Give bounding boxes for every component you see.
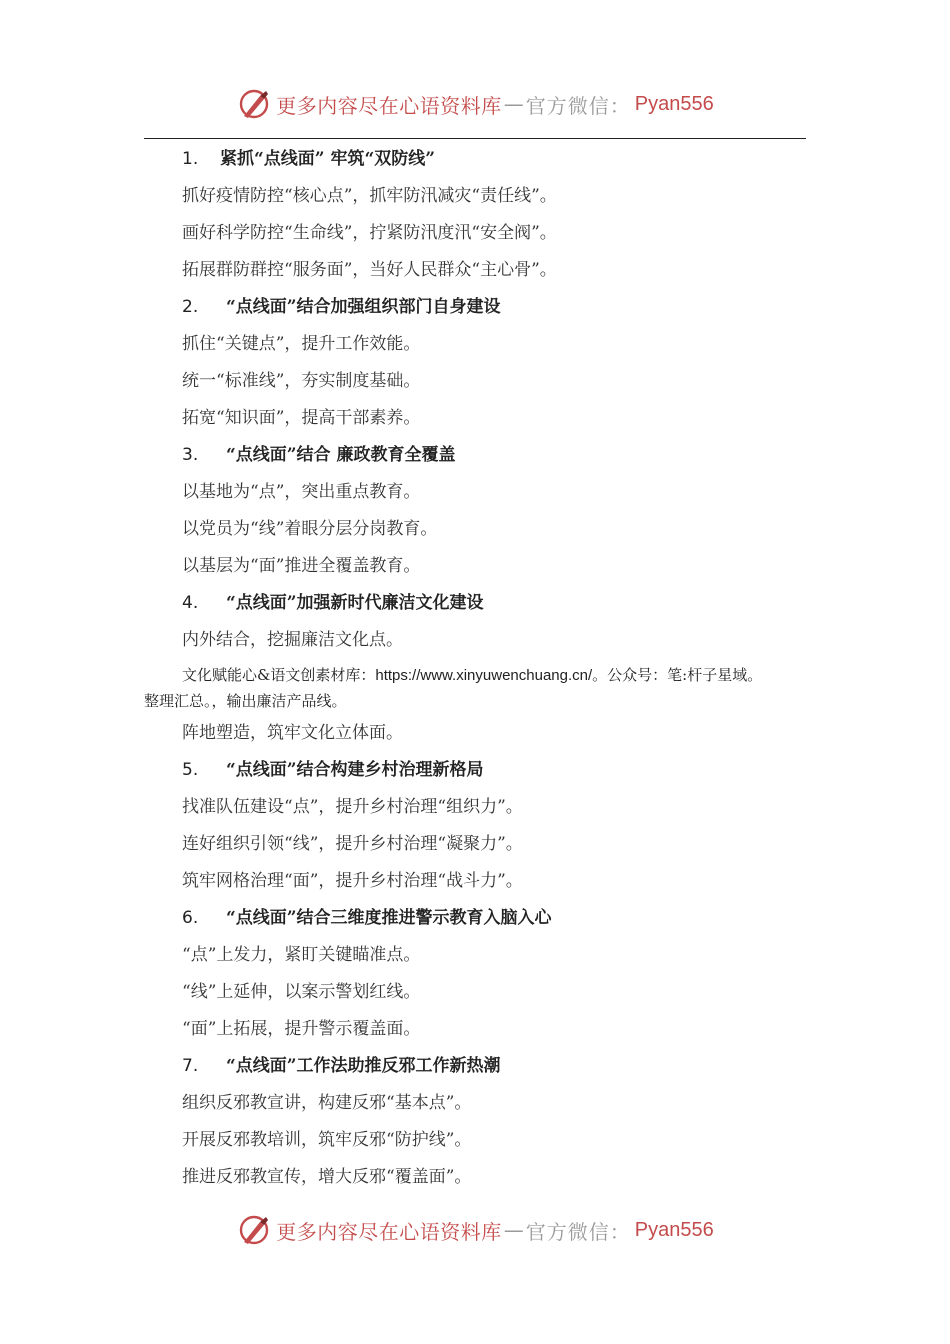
list-item: 组织反邪教宣讲，构建反邪“基本点”。 (182, 1093, 472, 1113)
section-title: “点线面”结合构建乡村治理新格局 (226, 760, 484, 780)
section-heading (144, 440, 814, 477)
note-url: https://www.xinyuwenchuang.cn/ (375, 667, 593, 684)
section-number: 7. (182, 1056, 199, 1076)
list-item: 找准队伍建设“点”，提升乡村治理“组织力”。 (182, 797, 523, 817)
section-number: 5. (182, 760, 199, 780)
section-heading (144, 292, 814, 329)
brand-dash: — (503, 92, 524, 116)
section-title: “点线面”结合加强组织部门自身建设 (226, 297, 501, 317)
list-item: 推进反邪教宣传，增大反邪“覆盖面”。 (182, 1167, 472, 1187)
header-divider (144, 138, 806, 139)
section-title: 紧抓“点线面” 牢筑“双防线” (220, 149, 436, 169)
document-body (144, 144, 814, 1199)
list-item: 抓住“关键点”，提升工作效能。 (182, 334, 421, 354)
list-item: 筑牢网格治理“面”，提升乡村治理“战斗力”。 (182, 871, 523, 891)
brand-wechat-id: Pyan556 (634, 92, 714, 115)
section-number: 1. (182, 149, 199, 169)
list-item: 拓展群防群控“服务面”，当好人民群众“主心骨”。 (182, 260, 557, 280)
section-heading (144, 755, 814, 792)
list-item: 以基层为“面”推进全覆盖教育。 (182, 556, 421, 576)
note-prefix: 文化赋能心&语文创素材库： (182, 666, 376, 684)
section-heading (144, 903, 814, 940)
list-item: 阵地塑造，筑牢文化立体面。 (182, 723, 403, 743)
section-title: “点线面”结合 廉政教育全覆盖 (226, 445, 456, 465)
section-number: 6. (182, 908, 199, 928)
brand-text: 更多内容尽在心语资料库 (276, 1219, 502, 1244)
list-item: 画好科学防控“生命线”，拧紧防汛度汛“安全阀”。 (182, 223, 557, 243)
list-item: “线”上延伸，以案示警划红线。 (182, 982, 421, 1002)
section-number: 4. (182, 593, 199, 613)
list-item: 以基地为“点”，突出重点教育。 (182, 482, 421, 502)
list-item: 统一“标准线”，夯实制度基础。 (182, 371, 421, 391)
section-title: “点线面”工作法助推反邪工作新热潮 (226, 1056, 501, 1076)
list-item: “点”上发力，紧盯关键瞄准点。 (182, 945, 421, 965)
list-item: 内外结合，挖掘廉洁文化点。 (182, 630, 403, 650)
brand-wechat-label: 官方微信： (525, 1219, 631, 1244)
list-item: 开展反邪教培训，筑牢反邪“防护线”。 (182, 1130, 472, 1150)
pen-logo-icon (236, 1212, 272, 1248)
brand-wechat-label: 官方微信： (525, 93, 631, 118)
section-number: 3. (182, 445, 199, 465)
list-item: 以党员为“线”着眼分层分岗教育。 (182, 519, 438, 539)
list-item: “面”上拓展，提升警示覆盖面。 (182, 1019, 421, 1039)
header-brand (0, 84, 950, 124)
inserted-note-line-2: 整理汇总。，输出廉洁产品线。 (144, 692, 347, 710)
section-number: 2. (182, 297, 199, 317)
brand-text: 更多内容尽在心语资料库 (276, 93, 502, 118)
section-title: “点线面”加强新时代廉洁文化建设 (226, 593, 484, 613)
section-heading (144, 1051, 814, 1088)
footer-brand (0, 1210, 950, 1250)
section-heading (144, 144, 814, 181)
brand-wechat-id: Pyan556 (634, 1218, 714, 1241)
inserted-note-line (144, 662, 814, 688)
list-item: 抓好疫情防控“核心点”，抓牢防汛减灾“责任线”。 (182, 186, 557, 206)
brand-dash: — (503, 1218, 524, 1242)
section-title: “点线面”结合三维度推进警示教育入脑入心 (226, 908, 552, 928)
note-suffix: 。公众号：笔:杆子星域。 (592, 666, 763, 684)
list-item: 拓宽“知识面”，提高干部素养。 (182, 408, 421, 428)
section-heading (144, 588, 814, 625)
list-item: 连好组织引领“线”，提升乡村治理“凝聚力”。 (182, 834, 523, 854)
pen-logo-icon (236, 86, 272, 122)
